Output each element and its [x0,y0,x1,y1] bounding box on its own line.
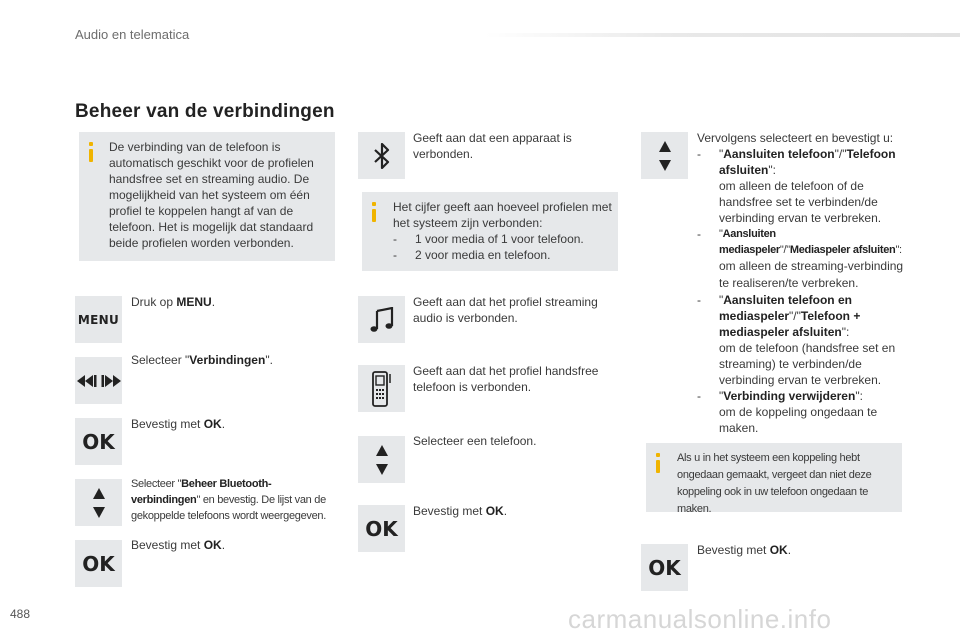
step-confirm-ok: Bevestig met OK. [697,543,792,557]
ok-icon-label: OK [365,516,398,541]
info-box-unpair [646,443,902,515]
watermark: carmanualsonline.info [568,604,832,634]
menu-button-icon [75,296,122,343]
header-bar [485,33,960,37]
list-item: - "Aansluiten telefoon"/"Telefoon afsluiten": om alleen de telefoon of de handsfree set te verbinden/de verbinding ervan te verbreken. [697,147,896,225]
step-confirm-ok: Bevestig met OK. [131,538,226,552]
ok-button-icon [75,540,122,587]
step-press-menu: Druk op MENU. [131,295,216,309]
info-box-profiles [79,132,335,261]
ok-icon-label: OK [82,551,115,576]
seek-arrows-icon [75,357,122,404]
page-number: 488 [10,607,31,621]
ok-button-icon [358,505,405,552]
music-description: Geeft aan dat het profiel streaming audio is verbonden. [413,295,598,325]
step-select-phone: Selecteer een telefoon. [413,434,537,448]
menu-icon-label: MENU [77,312,120,327]
step-select-bluetooth: Selecteer "Beheer Bluetooth-verbindingen" en bevestig. De lijst van de gekoppelde telefoons wordt weergegeven. [131,478,327,522]
info-profile-list [393,231,613,263]
info-box-profile-count [362,192,618,271]
up-down-arrows-icon [641,132,688,179]
list-item: - "Aansluiten telefoon en mediaspeler"/"Telefoon + mediaspeler afsluiten": om de telefoon (handsfree set en streaming) te verbinden/de verbinding ervan te verbreken. [697,293,896,387]
action-intro: Vervolgens selecteert en bevestigt u: [697,131,894,145]
info-text: De verbinding van de telefoon is automatisch geschikt voor de profielen handsfree set en streaming audio. De mogelijkheid van het systeem om één profiel te koppelen hangt af van de telefoon. Het is mogelijk dat standaard beide profielen worden verbonden. [109,140,314,250]
info-icon [372,202,376,222]
up-down-arrows-icon [75,479,122,526]
bluetooth-description: Geeft aan dat een apparaat is verbonden. [413,131,572,161]
list-item: - 1 voor media of 1 voor telefoon. [393,232,584,246]
list-item: - 2 voor media en telefoon. [393,248,551,262]
ok-icon-label: OK [648,555,681,580]
step-select-connections: Selecteer "Verbindingen". [131,353,273,367]
bluetooth-icon [358,132,405,179]
up-down-arrows-icon [358,436,405,483]
action-list [697,130,909,436]
info-icon [656,453,660,473]
page-title: Beheer van de verbindingen [75,101,335,122]
step-confirm-ok: Bevestig met OK. [131,417,226,431]
info-icon [89,142,93,162]
ok-button-icon [641,544,688,591]
handset-icon [358,365,405,412]
info-unpair-text: Als u in het systeem een koppeling hebt ongedaan gemaakt, vergeet dan niet deze koppeling ook in uw telefoon ongedaan te maken. [677,452,872,515]
section-header: Audio en telematica [75,27,190,42]
ok-button-icon [75,418,122,465]
ok-icon-label: OK [82,429,115,454]
step-confirm-ok: Bevestig met OK. [413,504,508,518]
list-item: - "Verbinding verwijderen": om de koppeling ongedaan te maken. [697,389,878,435]
handset-description: Geeft aan dat het profiel handsfree telefoon is verbonden. [413,364,599,394]
music-note-icon [358,296,405,343]
info-profile-intro: Het cijfer geeft aan hoeveel profielen met het systeem zijn verbonden: [393,200,612,230]
list-item: - "Aansluiten mediaspeler"/"Mediaspeler afsluiten": om alleen de streaming-verbinding te realiseren/te verbreken. [697,227,904,290]
